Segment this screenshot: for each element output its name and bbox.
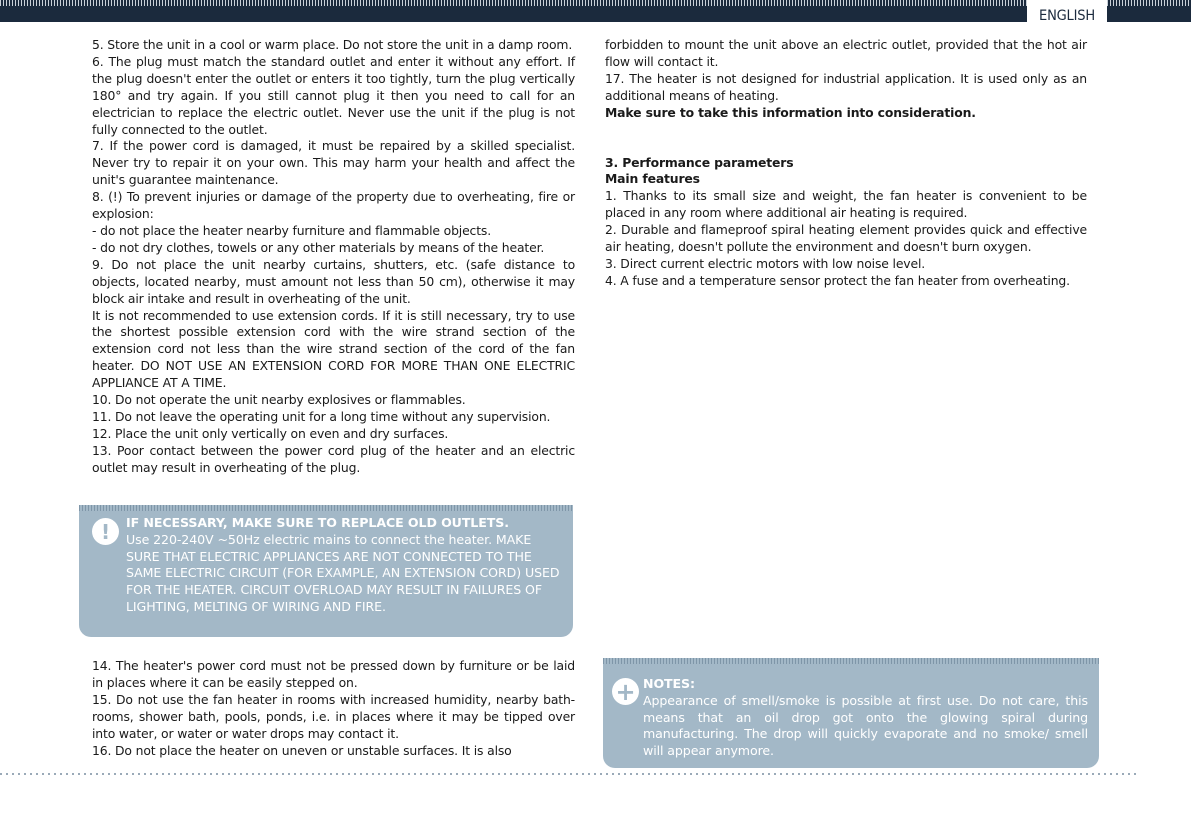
paragraph-item-10: 10. Do not operate the unit nearby explosives or flammables.	[92, 392, 466, 408]
left-column-bottom	[92, 658, 575, 759]
paragraph-item-15: 15. Do not use the fan heater in rooms with increased humidity, nearby bath-rooms, shower bath, pools, ponds, i.e. in places where it may be tipped over into water, or water or water drops may contact it.	[92, 691, 575, 741]
paragraph-item-16-continued: forbidden to mount the unit above an electric outlet, provided that the hot air flow will contact it.	[605, 37, 1087, 69]
notes-text	[643, 676, 1088, 760]
notes-callout	[603, 658, 1099, 768]
subsection-title: Main features	[605, 171, 700, 187]
warning-body: Use 220-240V ~50Hz electric mains to connect the heater. MAKE SURE THAT ELECTRIC APPLIANCES ARE NOT CONNECTED TO THE SAME ELECTRIC CIRCUIT (FOR EXAMPLE, AN EXTENSION CORD) USED FOR THE HEATER. CIRCUIT OVERLOAD MAY RESULT IN FAILURES OF LIGHTING, MELTING OF WIRING AND FIRE.	[126, 531, 560, 614]
left-column-top	[92, 37, 575, 477]
warning-callout	[79, 505, 573, 637]
warning-text	[126, 515, 566, 616]
paragraph-item-9: 9. Do not place the unit nearby curtains, shutters, etc. (safe distance to objects, located nearby, must amount not less than 50 cm), otherwise it may block air intake and result in overheating of the unit.	[92, 256, 575, 306]
paragraph-item-11: 11. Do not leave the operating unit for a long time without any supervision.	[92, 408, 551, 424]
header-bar	[0, 0, 1191, 22]
feature-item-2: 2. Durable and flameproof spiral heating element provides quick and effective air heating, doesn't pollute the environment and doesn't burn oxygen.	[605, 222, 1087, 255]
notes-body: Appearance of smell/smoke is possible at first use. Do not care, this means that an oil drop got onto the glowing spiral during manufacturing. The drop will quickly evaporate and no smoke/ smell will appear anymore.	[643, 692, 1088, 759]
plus-icon: +	[612, 678, 639, 705]
header-stripe	[0, 0, 1191, 6]
section-title: 3. Performance parameters	[605, 154, 794, 170]
paragraph-item-14: 14. The heater's power cord must not be pressed down by furniture or be laid in places where it can be easily stepped on.	[92, 658, 575, 690]
emphasis-note: Make sure to take this information into consideration.	[605, 104, 976, 120]
paragraph-item-13: 13. Poor contact between the power cord plug of the heater and an electric outlet may result in overheating of the plug.	[92, 442, 575, 475]
paragraph-item-17: 17. The heater is not designed for industrial application. It is used only as an additional means of heating.	[605, 70, 1087, 103]
paragraph-item-6: 6. The plug must match the standard outlet and enter it without any effort. If the plug doesn't enter the outlet or enters it too tightly, turn the plug vertically 180° and try again. If you still cannot plug it then you need to call for an electrician to replace the electric outlet. Never use the unit if the plug is not fully connected to the outlet.	[92, 53, 575, 137]
paragraph-item-8-bullet-1: - do not place the heater nearby furniture and flammable objects.	[92, 222, 492, 238]
paragraph-item-16: 16. Do not place the heater on uneven or unstable surfaces. It is also	[92, 742, 512, 758]
paragraph-item-5: 5. Store the unit in a cool or warm place. Do not store the unit in a damp room.	[92, 37, 573, 52]
language-label: ENGLISH	[1027, 0, 1107, 26]
feature-item-1: 1. Thanks to its small size and weight, the fan heater is convenient to be placed in any room where additional air heating is required.	[605, 188, 1087, 221]
paragraph-item-7: 7. If the power cord is damaged, it must be repaired by a skilled specialist. Never try to repair it on your own. This may harm your health and affect the unit's guarantee maintenance.	[92, 138, 575, 188]
warning-heading: IF NECESSARY, MAKE SURE TO REPLACE OLD OUTLETS.	[126, 515, 509, 530]
footer-divider	[0, 773, 1136, 775]
paragraph-extension-cords: It is not recommended to use extension cords. If it is still necessary, try to use the shortest possible extension cord with the wire strand section of the extension cord not less than the wire strand section of the cord of the fan heater. DO NOT USE AN EXTENSION CORD FOR MORE THAN ONE ELECTRIC APPLIANCE AT A TIME.	[92, 307, 575, 391]
feature-item-3: 3. Direct current electric motors with low noise level.	[605, 255, 926, 271]
right-column-top	[605, 37, 1087, 290]
section-spacer	[605, 122, 1087, 155]
notes-heading: NOTES:	[643, 676, 695, 691]
paragraph-item-12: 12. Place the unit only vertically on even and dry surfaces.	[92, 425, 449, 441]
exclamation-icon: !	[92, 518, 119, 545]
feature-item-4: 4. A fuse and a temperature sensor protect the fan heater from overheating.	[605, 272, 1070, 288]
paragraph-item-8-bullet-2: - do not dry clothes, towels or any other materials by means of the heater.	[92, 239, 545, 255]
paragraph-item-8: 8. (!) To prevent injuries or damage of the property due to overheating, fire or explosion:	[92, 189, 575, 222]
